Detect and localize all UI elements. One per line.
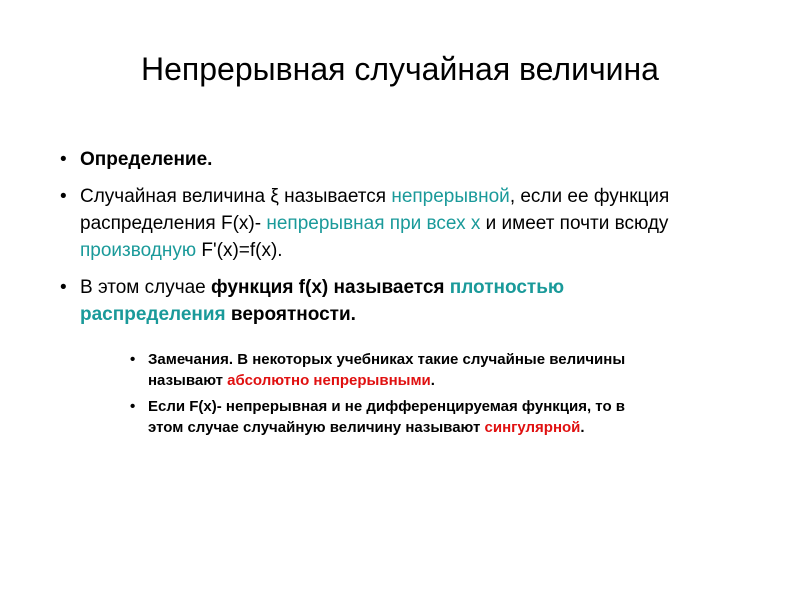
highlight-singular: сингулярной [484, 419, 581, 436]
text-run: Если F(x)- непрерывная и не дифференцируемая функция, то в этом случае случайную величину называют [148, 398, 625, 436]
bullet-icon: • [60, 186, 67, 207]
definition-heading: Определение. [80, 149, 213, 170]
text-run: F'(x)=f(x). [196, 240, 283, 261]
text-run: , если ее функция распределения F(x)- [80, 186, 670, 234]
highlight-continuous-everywhere: непрерывная при всех х [266, 213, 481, 234]
highlight-absolutely-continuous: абсолютно непрерывными [227, 372, 431, 389]
main-bullet-list [60, 146, 680, 338]
note-item-singular [130, 396, 650, 438]
bullet-icon: • [130, 351, 136, 368]
highlight-density: плотностью распределения [80, 277, 565, 325]
slide-title: Непрерывная случайная величина [141, 51, 659, 87]
text-run: Замечания. В некоторых учебниках такие случайные величины называют [148, 351, 626, 389]
bullet-icon: • [60, 277, 67, 298]
notes-bullet-list [130, 349, 650, 443]
text-run: . [580, 419, 585, 436]
text-run: В этом случае [80, 277, 212, 298]
bullet-icon: • [60, 149, 67, 170]
text-run: Случайная величина ξ называется [80, 186, 392, 207]
text-run: . [430, 372, 435, 389]
bullet-icon: • [130, 398, 136, 415]
list-item-definition [60, 146, 680, 173]
list-item-continuous-definition [60, 183, 680, 264]
text-run-bold: вероятности. [225, 304, 356, 325]
note-item-absolutely-continuous [130, 349, 650, 391]
list-item-density [60, 274, 680, 328]
highlight-continuous: непрерывной [391, 186, 510, 207]
text-run: и имеет почти всюду [480, 213, 669, 234]
highlight-derivative: производную [80, 240, 197, 261]
text-run-bold: функция f(x) называется [211, 277, 450, 298]
